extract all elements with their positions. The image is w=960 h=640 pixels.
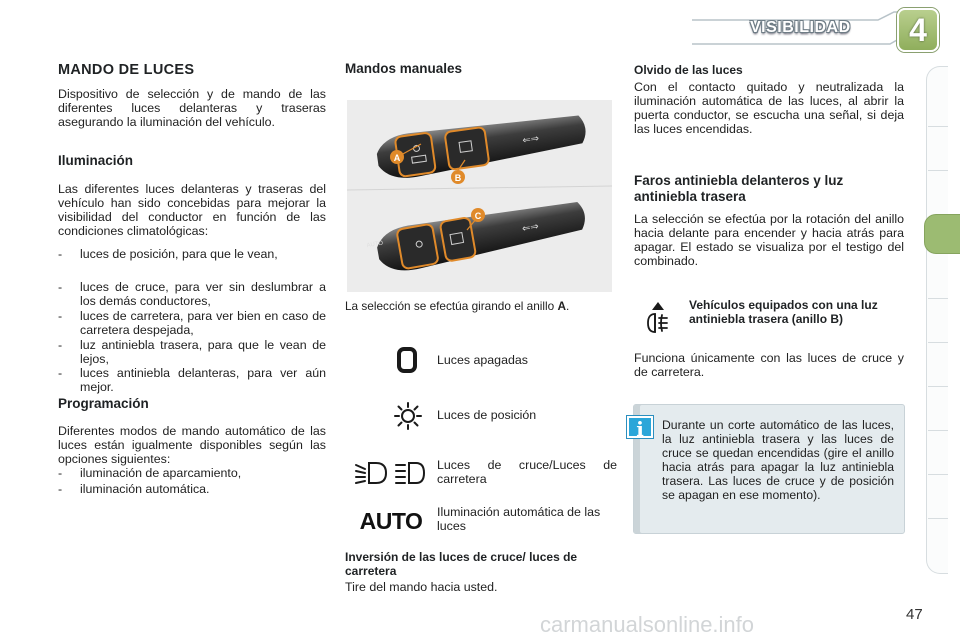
chapter-number-badge: 4 (897, 8, 939, 52)
side-tab-active[interactable] (924, 214, 960, 254)
svg-text:B: B (454, 173, 462, 183)
position-lights-icon (392, 400, 424, 432)
svg-text:C: C (474, 211, 482, 221)
legend-label-lights-off: Luces apagadas (437, 353, 528, 367)
heading-inversion-luces: Inversión de las luces de cruce/ luces de carretera (345, 550, 578, 578)
faros-paragraph: La selección se efectúa por la rotación del anillo hacia delante para encender y hacia atrás para apagar. El estado se visualiza por el testigo del combinado. (634, 212, 904, 268)
list-item: - luces antiniebla delanteras, para ver aún mejor. (58, 366, 326, 394)
chapter-side-tabs (926, 66, 948, 574)
rear-fog-light-icon (643, 300, 673, 340)
side-tab-divider (928, 474, 948, 475)
dipped-main-beam-icon (354, 458, 426, 488)
lights-off-icon (394, 345, 420, 375)
light-stalk-illustration (347, 100, 612, 292)
side-tab-divider (928, 170, 948, 171)
legend-label-auto-lighting: Iluminación automática de las luces (437, 505, 601, 533)
intro-paragraph: Dispositivo de selección y de mando de las diferentes luces delanteras y traseras asegurando la iluminación del vehículo. (58, 87, 326, 129)
subheading-iluminacion: Iluminación (58, 153, 134, 168)
auto-lighting-icon: AUTO (359, 507, 423, 534)
svg-text:⇐⇒: ⇐⇒ (521, 221, 540, 235)
info-icon: i (627, 416, 653, 438)
svg-text:AUTO: AUTO (366, 240, 384, 250)
heading-faros-antiniebla: Faros antiniebla delanteros y luz antiniebla trasera (634, 173, 844, 204)
chapter-title: VISIBILIDAD (750, 19, 851, 36)
side-tab-divider (928, 298, 948, 299)
heading-vehiculos-antiniebla: Vehículos equipados con una luz antiniebla trasera (anillo B) (689, 298, 878, 326)
side-tab-divider (928, 386, 948, 387)
side-tab-divider (928, 430, 948, 431)
side-tab-divider (928, 126, 948, 127)
list-item: - luces de posición, para que le vean, (58, 247, 278, 261)
programacion-paragraph: Diferentes modos de mando automático de las luces están igualmente disponibles según las opciones siguientes: (58, 424, 326, 466)
page-number: 47 (906, 606, 923, 623)
watermark: carmanualsonline.info (540, 612, 755, 637)
heading-mandos-manuales: Mandos manuales (345, 61, 463, 76)
photo-caption: La selección se efectúa girando el anillo A. (345, 299, 570, 313)
legend-label-dipped-main-beam: Luces de cruce/Luces de carretera (437, 458, 617, 486)
info-box-text: Durante un corte automático de las luces, la luz antiniebla trasera y las luces de cruce se quedan encendidas (gire el anillo hacia atrás para apagar la luz antiniebla trasera. Las luces de cruce y de posición se apagan en ese momento). (662, 418, 894, 502)
heading-olvido-luces: Olvido de las luces (634, 63, 743, 77)
vehiculos-paragraph: Funciona únicamente con las luces de cruce y de carretera. (634, 351, 904, 379)
list-item: - iluminación automática. (58, 482, 210, 496)
iluminacion-paragraph: Las diferentes luces delanteras y traseras del vehículo han sido concebidas para mejorar la visibilidad del conductor en función de las condiciones climatológicas: (58, 182, 326, 238)
olvido-paragraph: Con el contacto quitado y neutralizada la iluminación automática de las luces, al abrir la puerta conductor, se escucha una señal, si deja las luces encendidas. (634, 80, 904, 136)
svg-text:⇐⇒: ⇐⇒ (521, 133, 540, 147)
list-item: - luz antiniebla trasera, para que le vean de lejos, (58, 338, 326, 366)
side-tab-divider (928, 342, 948, 343)
list-item: - luces de carretera, para ver bien en caso de carretera despejada, (58, 309, 326, 337)
inversion-paragraph: Tire del mando hacia usted. (345, 580, 498, 594)
list-item: - luces de cruce, para ver sin deslumbrar a los demás conductores, (58, 280, 326, 308)
subheading-programacion: Programación (58, 396, 149, 411)
svg-text:A: A (393, 153, 401, 163)
list-item: - iluminación de aparcamiento, (58, 466, 242, 480)
legend-label-position-lights: Luces de posición (437, 408, 537, 422)
section-heading-mando-de-luces: MANDO DE LUCES (58, 62, 195, 78)
light-stalk-photo (347, 100, 612, 292)
side-tab-divider (928, 518, 948, 519)
